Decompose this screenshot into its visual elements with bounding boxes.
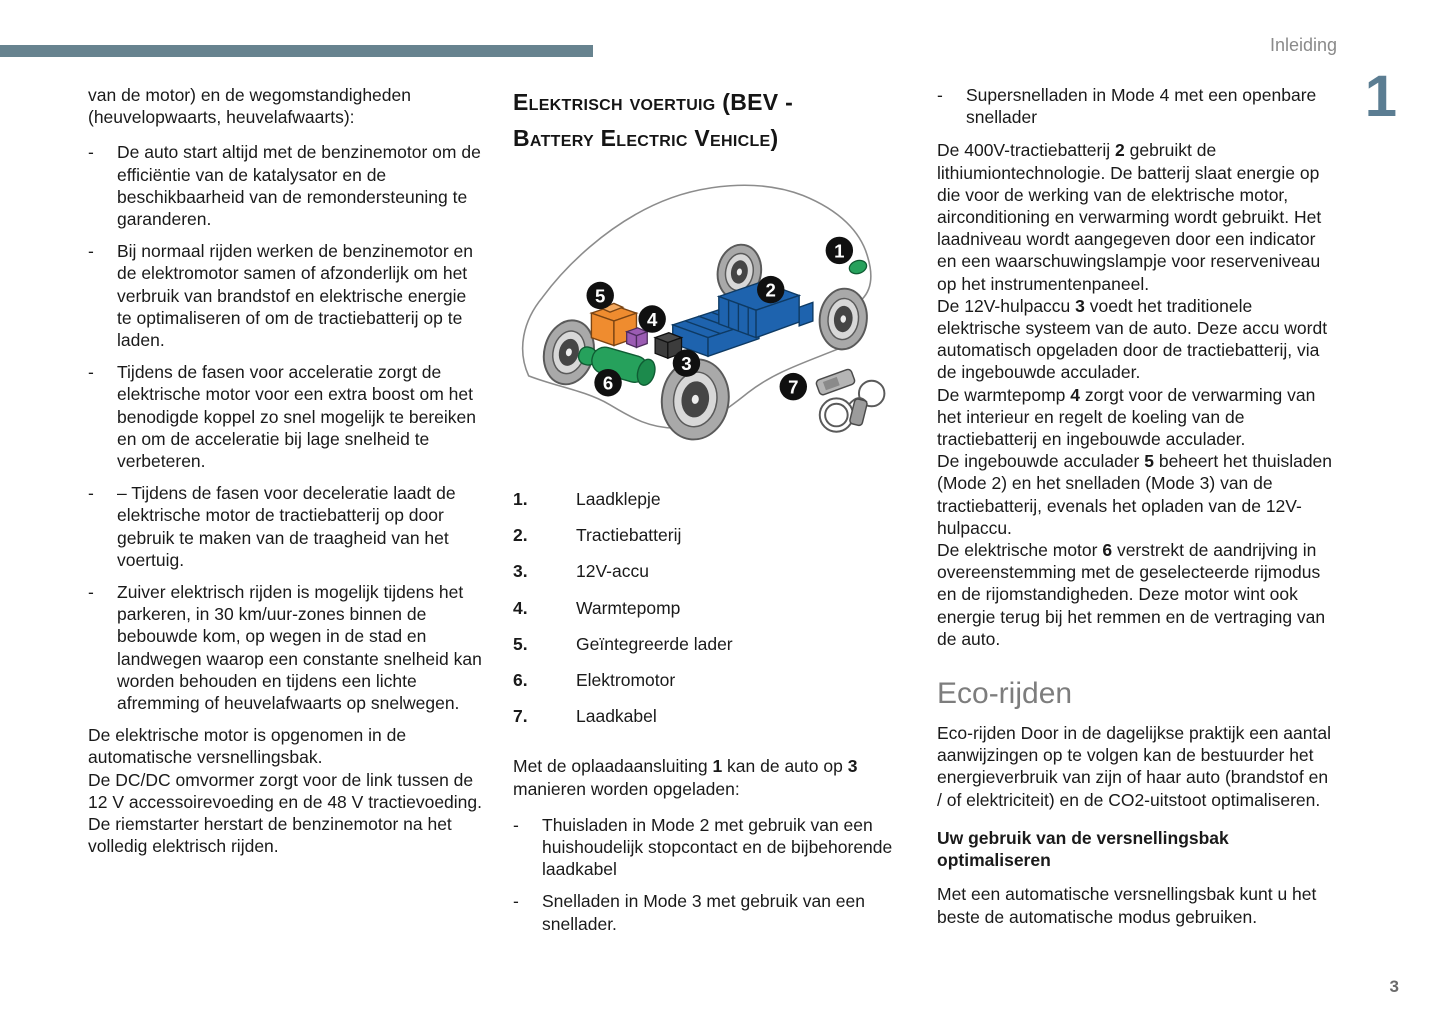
legend-number: 1. [513, 489, 528, 509]
svg-text:3: 3 [681, 352, 692, 374]
paragraph: De elektrische motor is opgenomen in de automatische versnellingsbak. [88, 725, 407, 768]
legend-item [513, 669, 909, 691]
legend-item [513, 560, 909, 582]
charging-cable-shape [815, 368, 884, 431]
legend-item [513, 633, 909, 655]
page-number: 3 [1389, 977, 1399, 996]
legend-number: 2. [513, 525, 528, 546]
legend-item [513, 524, 909, 546]
heading-line: Elektrisch voertuig (BEV - [513, 89, 794, 115]
legend-label: Geïntegreerde lader [576, 633, 733, 654]
heat-pump-shape [627, 328, 648, 348]
eco-rijden-heading: Eco-rijden [937, 677, 1073, 711]
list-item [88, 581, 484, 714]
gearbox-subheading: Uw gebruik van de versnellingsbak optimaliseren [937, 827, 1229, 871]
svg-text:2: 2 [765, 279, 776, 301]
middle-column [513, 84, 909, 945]
paragraph: De warmtepomp 4 zorgt voor de verwarming van het interieur en regelt de koeling van de tractiebatterij en ingebouwde acculader. [937, 384, 1316, 450]
chapter-number: 1 [1364, 64, 1397, 129]
callout-4 [638, 305, 665, 332]
legend-number: 4. [513, 597, 528, 618]
callout-3 [673, 349, 700, 376]
list-item-text: Supersnelladen in Mode 4 met een openbare snellader [966, 85, 1317, 128]
legend-number: 5. [513, 633, 528, 654]
left-intro-paragraph: van de motor) en de wegomstandigheden (heuvelopwaarts, heuvelafwaarts): [88, 85, 411, 128]
list-item-text: Thuisladen in Mode 2 met gebruik van een huishoudelijk stopcontact en de bijbehorende laadkabel [542, 814, 893, 880]
dash-bullet-marker: - [88, 362, 94, 383]
legend-item [513, 705, 909, 727]
header-accent-bar [0, 45, 593, 57]
dash-bullet-marker: - [88, 142, 94, 163]
paragraph: De elektrische motor 6 verstrekt de aandrijving in overeenstemming met de geselecteerde rijmodus en de rijomstandigheden. Deze motor wint ook energie terug bij het remmen en de vertraging van de auto. [937, 540, 1326, 649]
dash-bullet-marker: - [513, 814, 519, 835]
left-closing-paragraphs [88, 724, 484, 857]
list-item [88, 141, 484, 230]
paragraph: De DC/DC omvormer zorgt voor de link tussen de 12 V accessoirevoeding en de 48 V tractievoeding. [88, 769, 483, 812]
svg-text:7: 7 [788, 376, 799, 398]
legend-number: 7. [513, 706, 528, 727]
legend-label: Elektromotor [576, 670, 676, 691]
legend-label: Laadkabel [576, 706, 657, 727]
legend-label: Warmtepomp [576, 597, 681, 618]
diagram-legend [513, 488, 909, 727]
callout-2 [757, 276, 784, 303]
paragraph: De 400V-tractiebatterij 2 gebruikt de lithiumiontechnologie. De batterij slaat energie op die voor de werking van de elektrische motor, airconditioning en verwarming wordt gebruikt. Het laadniveau wordt aangegeven door een indicator en een waarschuwingslampje voor reserveniveau op het instrumentenpaneel. [937, 140, 1322, 294]
dash-bullet-marker: - [88, 582, 94, 603]
list-item [88, 361, 484, 472]
legend-number: 6. [513, 670, 528, 691]
list-item [513, 890, 909, 934]
dash-bullet-marker: - [88, 241, 94, 262]
list-item-text: Zuiver elektrisch rijden is mogelijk tijdens het parkeren, in 30 km/uur-zones binnen de bebouwde kom, op wegen in de stad en landwegen waarop een constante snelheid kan worden behouden en tijdens een lichte afremming of heuvelafwaarts op snelwegen. [117, 582, 482, 714]
list-item [88, 240, 484, 351]
list-item-text: De auto start altijd met de benzinemotor om de efficiëntie van de katalysator en de beschikbaarheid van de remondersteuning te garanderen. [117, 142, 481, 230]
svg-text:4: 4 [646, 308, 658, 330]
list-item-text: Snelladen in Mode 3 met gebruik van een snellader. [542, 891, 865, 934]
gearbox-paragraph: Met een automatische versnellingsbak kunt u het beste de automatische modus gebruiken. [937, 884, 1317, 927]
list-item-text: – Tijdens de fasen voor deceleratie laadt de elektrische motor de tractiebatterij op door gebruik te maken van de traagheid van het voertuig. [117, 483, 456, 570]
legend-item [513, 488, 909, 510]
running-title: Inleiding [1269, 35, 1337, 55]
callout-6 [594, 369, 621, 396]
legend-item [513, 597, 909, 619]
section-heading-bev [513, 84, 909, 156]
heading-line: Battery Electric Vehicle) [513, 125, 779, 151]
legend-label: 12V-accu [576, 561, 649, 582]
legend-label: Laadklepje [576, 489, 661, 509]
callout-5 [587, 282, 614, 309]
eco-paragraph: Eco-rijden Door in de dagelijkse praktijk een aantal aanwijzingen op te volgen kan de bestuurder het energieverbruik van zijn of haar auto (brandstof en / of elektriciteit) en de CO2-uitstoot optimaliseren. [937, 723, 1331, 810]
legend-number: 3. [513, 561, 528, 582]
paragraph: De ingebouwde acculader 5 beheert het thuisladen (Mode 2) en het snelladen (Mode 3) van de tractiebatterij, evenals het opladen van de 12V-hulpaccu. [937, 451, 1333, 538]
left-column [88, 84, 484, 858]
list-item [513, 814, 909, 881]
callout-1 [826, 237, 853, 264]
paragraph: De 12V-hulpaccu 3 voedt het traditionele elektrische systeem van de auto. Deze accu wordt automatisch opgeladen door de tractiebatterij, via de ingebouwde acculader. [937, 295, 1328, 383]
list-item-text: Bij normaal rijden werken de benzinemotor en de elektromotor samen of afzonderlijk om het verbruik van brandstof en elektrische energie te optimaliseren of om de tractiebatterij op te laden. [117, 241, 474, 351]
callout-7 [780, 373, 807, 400]
svg-text:5: 5 [595, 285, 606, 307]
list-item [937, 84, 1333, 128]
list-item-text: Tijdens de fasen voor acceleratie zorgt de elektrische motor voor een extra boost om het benodigde koppel zo snel mogelijk te bereiken en om de acceleratie bij lage snelheid te verbeteren. [117, 362, 476, 472]
legend-label: Tractiebatterij [576, 525, 682, 546]
paragraph: De riemstarter herstart de benzinemotor na het volledig elektrisch rijden. [88, 814, 452, 857]
dash-bullet-marker: - [937, 85, 943, 105]
dash-bullet-marker: - [513, 891, 519, 912]
right-column [937, 84, 1333, 928]
bev-components-diagram [513, 170, 905, 470]
dash-bullet-marker: - [88, 483, 94, 504]
charging-intro-paragraph: Met de oplaadaansluiting 1 kan de auto op 3 manieren worden opgeladen: [513, 756, 858, 799]
svg-text:6: 6 [602, 372, 614, 394]
list-item [88, 482, 484, 571]
svg-text:1: 1 [834, 240, 845, 262]
